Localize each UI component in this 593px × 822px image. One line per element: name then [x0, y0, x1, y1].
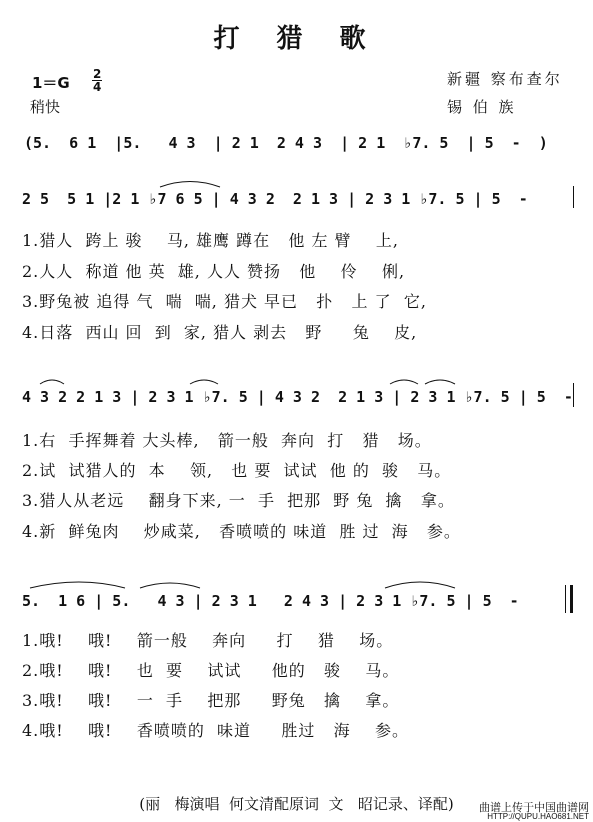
lyric-line-3-4: 4.哦! 哦! 香喷喷的 味道 胜过 海 参。	[22, 721, 410, 740]
slur	[30, 582, 125, 588]
lyric-line-2-2: 2.试 试猎人的 本 领, 也 要 试试 他 的 骏 马。	[22, 461, 452, 480]
lyric-line-3-2: 2.哦! 哦! 也 要 试试 他的 骏 马。	[22, 661, 400, 680]
lyric-line-3-1: 1.哦! 哦! 箭一般 奔向 打 猎 场。	[22, 631, 394, 650]
key-label: 1＝G	[32, 74, 70, 92]
credits-line: (丽 梅演唱 何文清配原词 文 昭记录、译配)	[139, 795, 454, 813]
song-title: 打 猎 歌	[213, 24, 380, 54]
watermark-url: HTTP://QUPU.HAO681.NET	[487, 812, 589, 821]
lyric-line-1-4: 4.日落 西山 回 到 家, 猎人 剥去 野 兔 皮,	[22, 323, 418, 342]
watermark-text: 曲谱上传于中国曲谱网	[479, 802, 589, 814]
slur	[425, 380, 455, 384]
time-denominator: 4	[93, 80, 102, 94]
lyric-line-1-2: 2.人人 称道 他 英 雄, 人人 赞扬 他 伶 俐,	[22, 262, 406, 281]
slur	[40, 380, 64, 384]
tempo-marking: 稍快	[30, 98, 61, 116]
lyric-line-2-4: 4.新 鲜兔肉 炒咸菜, 香喷喷的 味道 胜 过 海 参。	[22, 522, 461, 541]
slur	[385, 582, 455, 588]
lyric-line-2-1: 1.右 手挥舞着 大头棒, 箭一般 奔向 打 猎 场。	[22, 431, 432, 450]
slur	[190, 380, 218, 384]
lyric-line-1-1: 1.猎人 跨上 骏 马, 雄鹰 蹲在 他 左 臂 上,	[22, 231, 399, 250]
time-numerator: 2	[93, 67, 102, 81]
ethnicity-label: 锡 伯 族	[447, 98, 517, 116]
melody-line-1: 2 5 5 1 |2 1 ♭7 6 5 | 4 3 2 2 1 3 | 2 3 1 ♭7. 5 | 5 -	[22, 190, 528, 208]
lyric-line-1-3: 3.野兔被 追得 气 喘 喘, 猎犬 早已 扑 上 了 它,	[22, 292, 427, 311]
slur	[390, 380, 418, 384]
melody-line-3: 5. 1 6 | 5. 4 3 | 2 3 1 2 4 3 | 2 3 1 ♭7. 5 | 5 -	[22, 592, 519, 610]
region-label: 新疆 察布查尔	[447, 70, 563, 88]
melody-line-2: 4 3 2 2 1 3 | 2 3 1 ♭7. 5 | 4 3 2 2 1 3 | 2 3 1 ♭7. 5 | 5 -	[22, 388, 573, 406]
slur	[140, 583, 200, 588]
slur	[160, 182, 220, 188]
lyric-line-2-3: 3.猎人从老远 翻身下来, 一 手 把那 野 兔 擒 拿。	[22, 491, 455, 510]
intro-melody: (5. 6 1 |5. 4 3 | 2 1 2 4 3 | 2 1 ♭7. 5 | 5 - )	[24, 134, 548, 152]
lyric-line-3-3: 3.哦! 哦! 一 手 把那 野兔 擒 拿。	[22, 691, 400, 710]
